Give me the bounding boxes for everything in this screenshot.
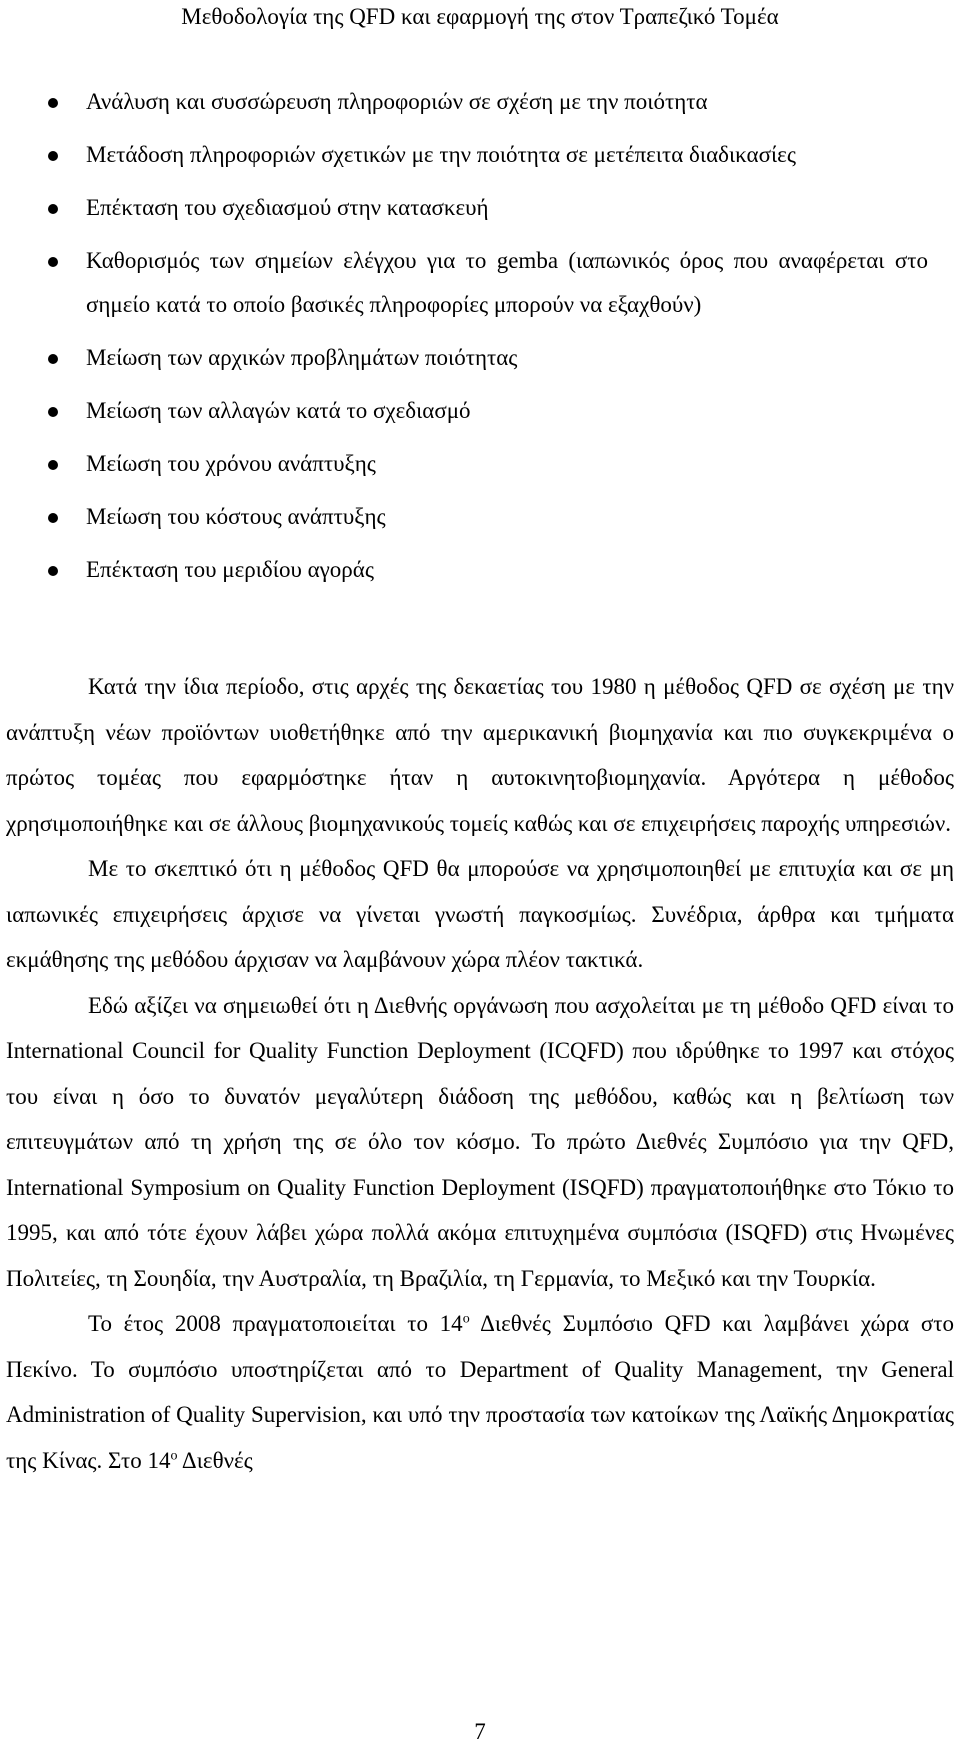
list-item bbox=[48, 548, 928, 592]
list-item bbox=[48, 186, 928, 230]
paragraph bbox=[6, 1301, 954, 1483]
page-number: 7 bbox=[474, 1719, 486, 1744]
list-item bbox=[48, 80, 928, 124]
page-header: Μεθοδολογία της QFD και εφαρμογή της στον Τραπεζικό Τομέα bbox=[181, 4, 779, 29]
list-item-text: Μετάδοση πληροφοριών σχετικών με την ποιότητα σε μετέπειτα διαδικασίες bbox=[86, 142, 796, 167]
bullet-icon bbox=[48, 407, 58, 417]
paragraph: Εδώ αξίζει να σημειωθεί ότι η Διεθνής οργάνωση που ασχολείται με τη μέθοδο QFD είναι το International Council for Quality Function Deployment (ICQFD) που ιδρύθηκε το 1997 και στόχος του είναι η όσο το δυνατόν μεγαλύτερη διάδοση της μεθόδου, καθώς και η βελτίωση των επιτευγμάτων από τη χρήση της σε όλο τον κόσμο. Το πρώτο Διεθνές Συμπόσιο για την QFD, International Symposium on Quality Function Deployment (ISQFD) πραγματοποιήθηκε στο Τόκιο το 1995, και από τότε έχουν λάβει χώρα πολλά ακόμα επιτυχημένα συμπόσια (ISQFD) στις Ηνωμένες Πολιτείες, τη Σουηδία, την Αυστραλία, τη Βραζιλία, τη Γερμανία, το Μεξικό και την Τουρκία. bbox=[6, 992, 954, 1291]
list-item-text: Επέκταση του σχεδιασμού στην κατασκευή bbox=[86, 195, 489, 220]
bullet-icon bbox=[48, 257, 58, 267]
list-item bbox=[48, 239, 928, 327]
bullet-icon bbox=[48, 460, 58, 470]
list-item bbox=[48, 389, 928, 433]
paragraph: Με το σκεπτικό ότι η μέθοδος QFD θα μπορούσε να χρησιμοποιηθεί με επιτυχία και σε μη ιαπωνικές επιχειρήσεις άρχισε να γίνεται γνωστή παγκοσμίως. Συνέδρια, άρθρα και τμήματα εκμάθησης της μεθόδου άρχισαν να λαμβάνουν χώρα πλέον τακτικά. bbox=[6, 856, 954, 972]
list-item-text: Ανάλυση και συσσώρευση πληροφοριών σε σχέση με την ποιότητα bbox=[86, 89, 708, 114]
list-item-text: Επέκταση του μεριδίου αγοράς bbox=[86, 557, 374, 582]
ordinal-superscript: ο bbox=[462, 1311, 470, 1327]
list-item bbox=[48, 495, 928, 539]
list-item-text: Καθορισμός των σημείων ελέγχου για το gemba (ιαπωνικός όρος που αναφέρεται στο σημείο κατά το οποίο βασικές πληροφορίες μπορούν να εξαχθούν) bbox=[86, 248, 928, 317]
ordinal-superscript: ο bbox=[170, 1447, 178, 1463]
bullet-icon bbox=[48, 98, 58, 108]
paragraph-text: Διεθνές bbox=[177, 1447, 253, 1473]
bullet-icon bbox=[48, 151, 58, 161]
body-text bbox=[6, 664, 954, 1483]
list-item-text: Μείωση του κόστους ανάπτυξης bbox=[86, 504, 386, 529]
bullet-icon bbox=[48, 513, 58, 523]
bullet-icon bbox=[48, 566, 58, 576]
list-item-text: Μείωση του χρόνου ανάπτυξης bbox=[86, 451, 376, 476]
list-item-text: Μείωση των αλλαγών κατά το σχεδιασμό bbox=[86, 398, 471, 423]
list-item bbox=[48, 336, 928, 380]
paragraph-text: Το έτος 2008 πραγματοποιείται το 14 bbox=[88, 1311, 463, 1336]
bullet-icon bbox=[48, 204, 58, 214]
paragraph-text: Διεθνές Συμπόσιο QFD και λαμβάνει χώρα στο Πεκίνο. Το συμπόσιο υποστηρίζεται από το Department of Quality Management, την General Administration of Quality Supervision, και υπό την προστασία των κατοίκων της Λαϊκής Δημοκρατίας της Κίνας. Στο 14 bbox=[6, 1311, 954, 1473]
paragraph: Κατά την ίδια περίοδο, στις αρχές της δεκαετίας του 1980 η μέθοδος QFD σε σχέση με την ανάπτυξη νέων προϊόντων υιοθετήθηκε από την αμερικανική βιομηχανία και πιο συγκεκριμένα ο πρώτος τομέας που εφαρμόστηκε ήταν η αυτοκινητοβιομηχανία. Αργότερα η μέθοδος χρησιμοποιήθηκε και σε άλλους βιομηχανικούς τομείς καθώς και σε επιχειρήσεις παροχής υπηρεσιών. bbox=[6, 674, 954, 836]
bullet-icon bbox=[48, 354, 58, 364]
bullet-list bbox=[48, 80, 928, 601]
list-item bbox=[48, 133, 928, 177]
list-item-text: Μείωση των αρχικών προβλημάτων ποιότητας bbox=[86, 345, 518, 370]
list-item bbox=[48, 442, 928, 486]
